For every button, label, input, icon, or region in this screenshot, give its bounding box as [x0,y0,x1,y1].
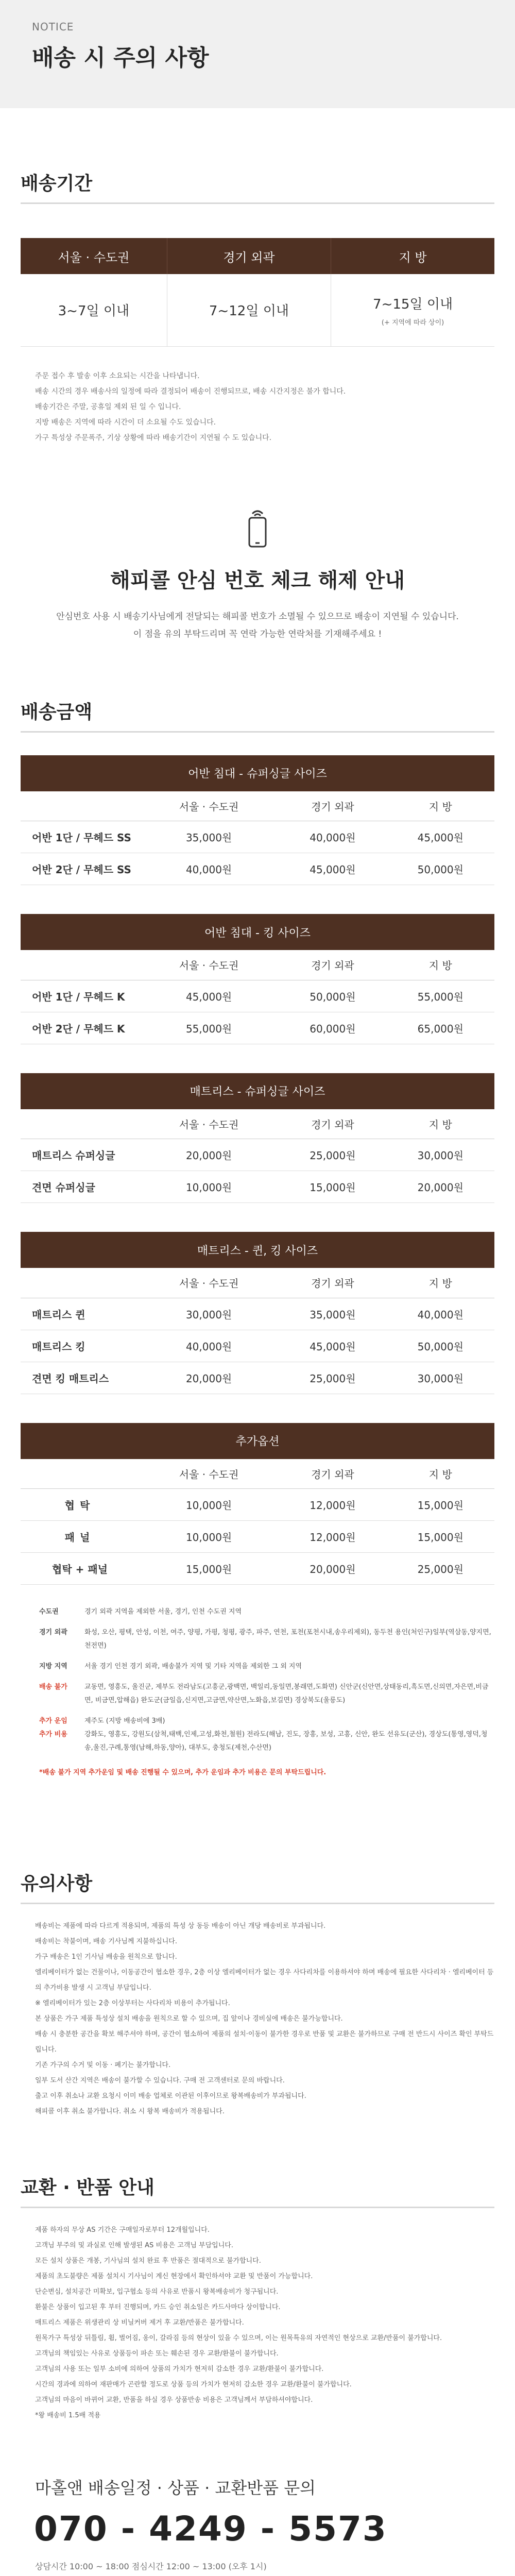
period-metro: 3~7일 이내 [21,274,167,346]
column-header: 서울 · 수도권 [139,1459,279,1489]
column-header: 경기 외곽 [279,1268,386,1298]
list-item: 환불은 상품이 입고된 후 부터 진행되며, 카드 승인 취소일은 카드사마다 상이합니다. [35,2303,281,2311]
table-row: 협탁 10,000원 12,000원 15,000원 [21,1489,494,1521]
list-item: 고객님 부주의 및 과실로 인해 발생된 AS 비용은 고객님 부담입니다. [35,2242,233,2249]
table-row: 어반 2단 / 무헤드 SS 40,000원 45,000원 50,000원 [21,853,494,885]
section-divider [21,2207,494,2208]
list-item: 배송비는 제품에 따라 다르게 적용되며, 제품의 특성 상 동등 배송이 아닌 개당 배송비로 부과됩니다. [35,1922,326,1930]
column-header: 서울 · 수도권 [139,1109,279,1139]
note-line: 가구 특성상 주문폭주, 기상 상황에 따라 배송기간이 지연될 수 도 있습니다. [35,433,272,442]
list-item: 시간의 경과에 의하여 재판매가 곤란할 정도로 상품 등의 가치가 현저히 감소한 경우 교환/환불이 불가합니다. [35,2381,352,2388]
section-divider [21,731,494,733]
column-header: 서울 · 수도권 [139,791,279,821]
column-header-metro: 서울 · 수도권 [21,238,167,274]
note-line: 주문 접수 후 발송 이후 소요되는 시간을 나타냅니다. [35,371,200,380]
price-table-caption: 매트리스 - 슈퍼싱글 사이즈 [21,1073,494,1109]
list-item: 본 상품은 가구 제품 특성상 설치 배송을 원칙으로 할 수 있으며, 집 앞이나 경비실에 배송은 불가능합니다. [35,2015,343,2023]
region-outer: 경기 외곽 화성, 오산, 평택, 안성, 이천, 여주, 양평, 가평, 청평, 광주, 파주, 연천, 포천(포천시내,송우리제외), 동두천 용인(처인구)일부(역삼동,양지면,천전면) [39,1629,491,1650]
safe-number-title: 해피콜 안심 번호 체크 해제 안내 [110,568,405,592]
exchange-section [0,2120,515,2424]
price-table-mattress-ss [21,1073,494,1204]
safe-number-desc: 안심번호 사용 시 배송기사님에게 전달되는 해피콜 번호가 소멸될 수 있으므로 배송이 지연될 수 있습니다. 이 점을 유의 부탁드리며 꼭 연락 가능한 연락처를 기재해주세요 ! [56,611,459,639]
exchange-list [21,2223,494,2424]
note-line: 배송기간은 주말, 공휴일 제외 된 일 수 입니다. [35,402,181,411]
list-item: 출고 이후 취소나 교환 요청시 이미 배송 업체로 이관된 이후이므로 왕복배송비가 부과됩니다. [35,2092,306,2100]
list-item: *왕 배송비 1.5배 적용 [35,2412,101,2419]
list-item: 모든 설치 상품은 개봉, 기사님의 설치 완료 후 반품은 절대적으로 불가합니다. [35,2257,261,2265]
region-local: 지방 지역 서울 경기 인천 경기 외곽, 배송불가 지역 및 기타 지역을 제외한 그 외 지역 [39,1663,302,1670]
list-item: 단순변심, 설치공간 미확보, 입구협소 등의 사유로 반품시 왕복배송비가 청구됩니다. [35,2288,279,2296]
cautions-title: 유의사항 [21,1873,93,1894]
cautions-list [21,1919,494,2120]
list-item: 제품의 초도불량은 제품 설치시 기사님이 계신 현장에서 확인하셔야 교환 및 반품이 가능합니다. [35,2273,313,2280]
contact-section [0,2424,515,2572]
section-divider [21,202,494,204]
price-table-options [21,1423,494,1585]
list-item: 원목가구 특성상 뒤틀림, 휨, 벌어짐, 옹이, 갈라짐 등의 현상이 있을 수 있으며, 이는 원목특유의 자연적인 현상으로 교환/반품이 불가합니다. [35,2334,442,2342]
price-table-urban-ss [21,755,494,886]
table-row: 견면 슈퍼싱글 10,000원 15,000원 20,000원 [21,1171,494,1203]
column-header-local: 지 방 [331,238,494,274]
delivery-period-table [21,238,494,347]
exchange-title: 교환 · 반품 안내 [21,2177,154,2198]
region-extra-cost: 추가 비용 강화도, 영흥도, 강원도(삼척,태백,인제,고성,화천,철원) 전라도(해남, 진도, 장흥, 보성, 고흥, 신안, 완도 선유도(군산), 경상도(통영,영덕,청송,울진,구례,통영(남해,하동,양아), 대부도, 충청도(제천,수산면) [39,1731,488,1752]
region-no-delivery: 배송 불가 교동면, 영흥도, 울진군, 제부도 전라남도(고흥군,광백면, 백일리,동일면,봉래면,도화면) 신안군(신안면,상태동리,흑도면,신의면,자은면,비금면, 비금면,압해읍) 완도군(금일읍,신지면,고금면,약산면,노화읍,보길면) 경상북도(울릉도) [39,1683,489,1704]
contact-phone[interactable]: 070 - 4249 - 5573 [34,2509,387,2549]
table-row: 매트리스 킹 40,000원 45,000원 50,000원 [21,1330,494,1362]
notice-header [0,0,515,108]
list-item: 고객님의 책임있는 사유로 상품등이 파손 또는 훼손된 경우 교환/환불이 불가합니다. [35,2350,279,2358]
shipping-fee-section [0,643,515,1780]
list-item: 엘리베이터가 없는 건물이나, 이동공간이 협소한 경우, 2층 이상 엘리베이터가 없는 경우 사다리차를 이용하셔야 하며 배송에 필요한 사다리차 · 엘리베이터 등의 추가비용 발생 시 고객님 부담입니다. [35,1969,494,1992]
column-header: 서울 · 수도권 [139,1268,279,1298]
region-metro: 수도권 경기 외곽 지역을 제외한 서울, 경기, 인천 수도권 지역 [39,1608,242,1616]
column-header: 지 방 [387,1268,494,1298]
list-item: 매트리스 제품은 위생관리 상 비닐커버 제거 후 교환/반품은 불가합니다. [35,2319,244,2327]
delivery-period-title: 배송기간 [21,173,93,194]
table-row: 패널 10,000원 12,000원 15,000원 [21,1521,494,1553]
cautions-section [0,1780,515,2120]
list-item: 배송비는 착불이며, 배송 기사님께 지불하십니다. [35,1938,177,1945]
column-header: 경기 외곽 [279,1459,386,1489]
list-item: 제품 하자의 무상 AS 기간은 구매일자로부터 12개월입니다. [35,2226,210,2234]
column-header: 지 방 [387,950,494,980]
list-item: ※ 엘리베이터가 있는 2층 이상부터는 사다리차 비용이 추가됩니다. [35,1999,230,2007]
note-line: 지방 배송은 지역에 따라 시간이 더 소요될 수도 있습니다. [35,418,216,427]
contact-hours: 상담시간 10:00 ~ 18:00 점심시간 12:00 ~ 13:00 (오후 1시) [35,2562,267,2571]
region-warning: *배송 불가 지역 추가운임 및 배송 진행될 수 있으며, 추가 운임과 추가 비용은 문의 부탁드립니다. [39,1769,327,1776]
shipping-fee-title: 배송금액 [21,701,93,723]
list-item: 일부 도서 산간 지역은 배송이 불가할 수 있습니다. 구매 전 고객센터로 문의 바랍니다. [35,2077,285,2084]
period-local-note: (+ 지역에 따라 상이) [381,318,444,327]
column-header: 서울 · 수도권 [139,950,279,980]
column-header-outer: 경기 외곽 [167,238,331,274]
price-table-caption: 추가옵션 [21,1423,494,1459]
price-table-urban-king [21,914,494,1044]
list-item: 고객님의 사용 또는 일부 소비에 의하여 상품의 가치가 현저히 감소한 경우 교환/환불이 불가합니다. [35,2365,324,2373]
column-header: 지 방 [387,791,494,821]
delivery-notes [21,368,494,446]
column-header: 경기 외곽 [279,1109,386,1139]
notice-label: NOTICE [32,21,74,33]
table-row: 어반 2단 / 무헤드 K 55,000원 60,000원 65,000원 [21,1012,494,1044]
list-item: 고객님의 마음이 바뀌어 교환, 반품을 하실 경우 상품반송 비용은 고객님께서 부담하셔야합니다. [35,2396,313,2404]
table-row: 매트리스 퀸 30,000원 35,000원 40,000원 [21,1298,494,1330]
period-local: 7~15일 이내 (+ 지역에 따라 상이) [331,274,494,346]
region-definitions [21,1605,494,1780]
list-item: 기존 가구의 수거 및 이동 · 폐기는 불가합니다. [35,2061,171,2069]
period-outer: 7~12일 이내 [167,274,331,346]
phone-icon [242,506,273,553]
list-item: 해피콜 이후 취소 불가합니다. 취소 시 왕복 배송비가 적용됩니다. [35,2108,225,2115]
price-table-mattress-queen-king [21,1232,494,1394]
note-line: 배송 시간의 경우 배송사의 일정에 따라 결정되어 배송이 진행되므로, 배송 시간지정은 불가 합니다. [35,387,346,396]
column-header: 경기 외곽 [279,950,386,980]
contact-title: 마홀앤 배송일정 · 상품 · 교환반품 문의 [35,2478,316,2498]
safe-number-notice [21,506,494,643]
page-title: 배송 시 주의 사항 [32,45,209,71]
price-table-caption: 매트리스 - 퀸, 킹 사이즈 [21,1232,494,1268]
price-table-caption: 어반 침대 - 슈퍼싱글 사이즈 [21,755,494,791]
column-header: 지 방 [387,1459,494,1489]
price-table-caption: 어반 침대 - 킹 사이즈 [21,914,494,950]
delivery-period-section [0,108,515,643]
section-divider [21,1903,494,1904]
list-item: 가구 배송은 1인 기사님 배송을 원칙으로 합니다. [35,1953,177,1961]
table-row: 어반 1단 / 무헤드 SS 35,000원 40,000원 45,000원 [21,821,494,853]
column-header: 지 방 [387,1109,494,1139]
region-extra-fare: 추가 운임 제주도 (지방 배송비에 3배) [39,1717,165,1725]
table-row: 매트리스 슈퍼싱글 20,000원 25,000원 30,000원 [21,1139,494,1171]
table-row: 협탁 + 패널 15,000원 20,000원 25,000원 [21,1553,494,1585]
table-row: 견면 킹 매트리스 20,000원 25,000원 30,000원 [21,1362,494,1394]
list-item: 배송 시 충분한 공간을 확보 해주셔야 하며, 공간이 협소하여 제품의 설치·이동이 불가한 경우로 반품 및 교환은 불가하므로 구매 전 반드시 사이즈 확인 부탁드립니다. [35,2030,494,2054]
table-row: 어반 1단 / 무헤드 K 45,000원 50,000원 55,000원 [21,980,494,1012]
column-header: 경기 외곽 [279,791,386,821]
